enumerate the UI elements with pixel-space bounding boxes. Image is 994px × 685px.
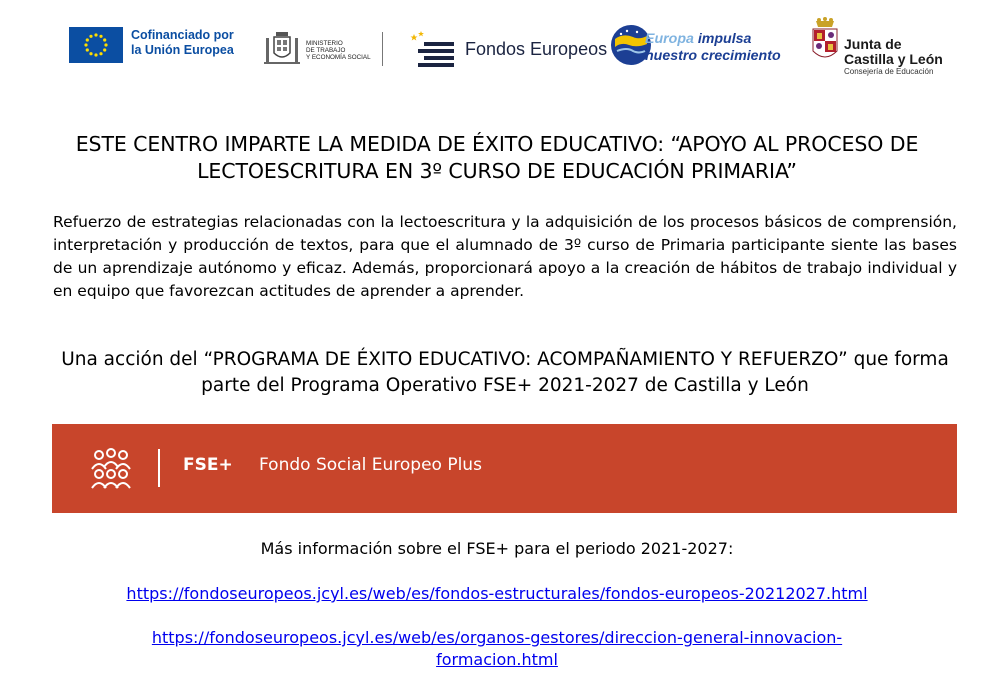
ministry-line1: MINISTERIO (306, 40, 343, 47)
link-2-part-1: https://fondoseuropeos.jcyl.es/web/es/organos-gestores/direccion-general-innovacion- (151, 628, 843, 647)
more-info-text: Más información sobre el FSE+ para el periodo 2021-2027: (260, 539, 734, 558)
ministry-text (306, 40, 371, 62)
direccion-general-innovacion-link[interactable] (152, 628, 842, 669)
jcyl-line1: Junta de (844, 36, 902, 52)
fondos-europeos-flag-icon (410, 30, 460, 68)
eu-line1: Cofinanciado por (131, 28, 234, 42)
ministry-line2: DE TRABAJO (306, 47, 346, 55)
link-2-part-2: formacion.html (436, 650, 558, 669)
eu-line2: la Unión Europea (131, 43, 234, 57)
measure-description: Refuerzo de estrategias relacionadas con la lectoescritura y la adquisición de los procesos básicos de comprensión, interpretación y producción de textos, para que el alumnado de 3º curso de Primaria participante siente las bases de un aprendizaje autónomo y eficaz. Además, proporcionará apoyo a la creación de hábitos de trabajo individual y en equipo que favorezcan actitudes de aprender a aprender. (53, 213, 957, 300)
castilla-leon-shield-icon (810, 17, 840, 75)
eu-flag-icon (69, 27, 123, 63)
ministry-line3: Y ECONOMÍA SOCIAL (306, 54, 371, 62)
eu-cofinanciado-text (131, 28, 234, 58)
link-line-2 (0, 627, 994, 671)
europa-impulsa-line2: nuestro crecimiento (645, 48, 781, 64)
link-line-1 (0, 583, 994, 605)
banner-fund-name: Fondo Social Europeo Plus (259, 455, 482, 475)
spain-coat-of-arms-icon (264, 28, 300, 68)
people-group-icon (86, 447, 136, 489)
logos-bar (0, 14, 994, 84)
banner-fse-abbr: FSE+ (183, 455, 233, 475)
junta-castilla-leon-text (844, 37, 943, 77)
europa-word: Europa (645, 31, 694, 47)
jcyl-line2: Castilla y León (844, 51, 943, 67)
banner-divider (158, 449, 160, 487)
fondos-europeos-2021-2027-link[interactable]: https://fondoseuropeos.jcyl.es/web/es/fondos-estructurales/fondos-europeos-20212027.html (126, 584, 868, 603)
program-action-text: Una acción del “PROGRAMA DE ÉXITO EDUCATIVO: ACOMPAÑAMIENTO Y REFUERZO” que forma parte del Programa Operativo FSE+ 2021-2027 de Castilla y León (61, 349, 949, 396)
impulsa-word: impulsa (697, 31, 752, 47)
page-title: ESTE CENTRO IMPARTE LA MEDIDA DE ÉXITO EDUCATIVO: “APOYO AL PROCESO DE LECTOESCRITURA EN 3º CURSO DE EDUCACIÓN PRIMARIA” (75, 132, 919, 183)
europa-impulsa-text (645, 31, 781, 65)
fse-plus-banner (52, 424, 957, 513)
jcyl-line3: Consejería de Educación (844, 67, 934, 76)
fondos-europeos-text: Fondos Europeos (465, 39, 608, 59)
ministry-divider (382, 32, 383, 66)
